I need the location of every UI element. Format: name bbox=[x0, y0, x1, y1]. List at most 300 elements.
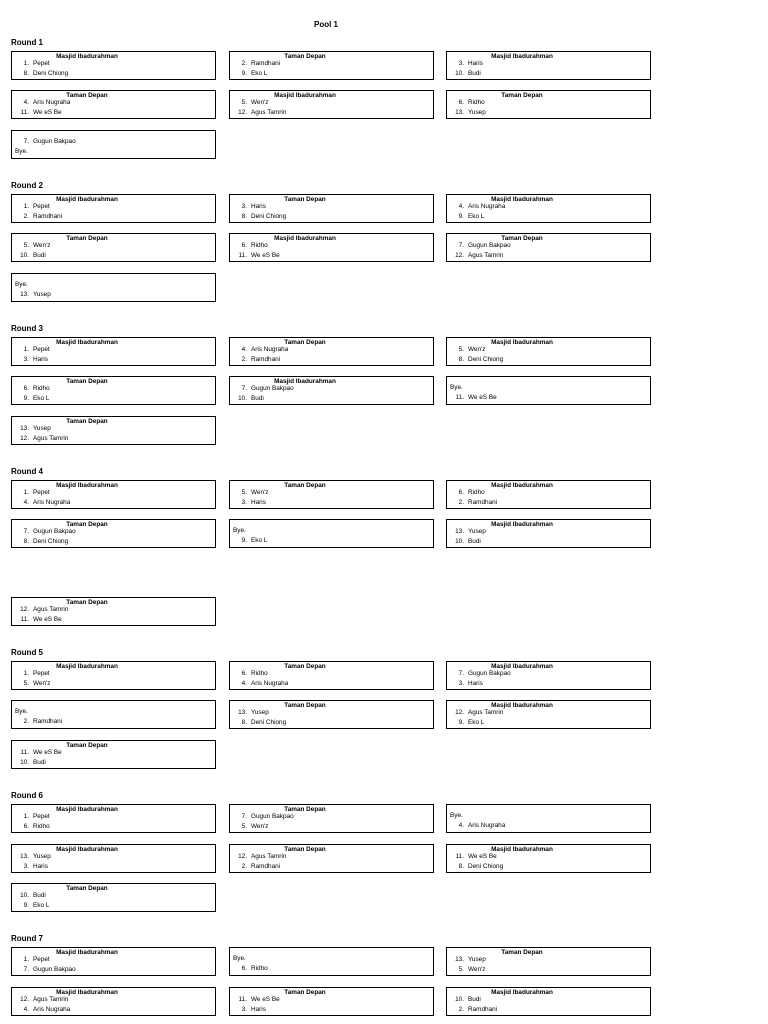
player-line bbox=[12, 822, 50, 832]
player-line bbox=[447, 852, 497, 862]
seed-number: 6. bbox=[23, 385, 29, 392]
match-card bbox=[446, 987, 651, 1016]
player-line bbox=[12, 901, 49, 911]
seed-number: 3. bbox=[458, 60, 464, 67]
match-venue: Taman Depan bbox=[66, 742, 108, 749]
player-line bbox=[12, 717, 62, 727]
seed-number: 12. bbox=[20, 435, 29, 442]
match-card bbox=[446, 519, 651, 548]
player-name: Eko L bbox=[251, 70, 268, 77]
player-name: Deni Chiong bbox=[33, 70, 69, 77]
player-name: Ridho bbox=[468, 99, 485, 106]
player-name: Deni Chiong bbox=[33, 538, 69, 545]
seed-number: 7. bbox=[241, 385, 247, 392]
player-name: Gugun Bakpao bbox=[468, 670, 511, 677]
seed-number: 4. bbox=[23, 99, 29, 106]
seed-number: 13. bbox=[20, 425, 29, 432]
player-line bbox=[230, 488, 268, 498]
match-card bbox=[11, 804, 216, 833]
player-name: Pepet bbox=[33, 813, 50, 820]
player-name: Wen'z bbox=[251, 823, 269, 830]
player-line bbox=[230, 498, 266, 508]
seed-number: 13. bbox=[20, 853, 29, 860]
seed-number: 6. bbox=[458, 99, 464, 106]
seed-number: 12. bbox=[455, 709, 464, 716]
seed-number: 2. bbox=[241, 60, 247, 67]
seed-number: 6. bbox=[458, 489, 464, 496]
seed-number: 13. bbox=[455, 956, 464, 963]
player-name: Ramdhani bbox=[33, 213, 63, 220]
seed-number: 8. bbox=[241, 719, 247, 726]
player-line bbox=[12, 147, 28, 157]
seed-number: 12. bbox=[238, 109, 247, 116]
match-venue: Masjid Ibadurahman bbox=[274, 378, 336, 385]
player-line bbox=[447, 718, 484, 728]
player-line bbox=[12, 394, 49, 404]
player-name: Budi bbox=[251, 395, 264, 402]
match-venue: Taman Depan bbox=[284, 846, 326, 853]
player-line bbox=[12, 384, 50, 394]
seed-number: 6. bbox=[241, 670, 247, 677]
player-line bbox=[12, 862, 48, 872]
player-line bbox=[447, 488, 485, 498]
page-title: Pool 1 bbox=[313, 20, 338, 29]
player-name: We eS Be bbox=[468, 853, 497, 860]
seed-number: 6. bbox=[241, 965, 247, 972]
match-venue: Masjid Ibadurahman bbox=[56, 53, 118, 60]
player-line bbox=[447, 955, 486, 965]
match-venue: Taman Depan bbox=[66, 378, 108, 385]
player-line bbox=[12, 707, 28, 717]
match-venue: Masjid Ibadurahman bbox=[56, 339, 118, 346]
bye-label: Bye. bbox=[450, 384, 463, 391]
match-card bbox=[229, 480, 434, 509]
player-line bbox=[12, 424, 51, 434]
player-line bbox=[12, 615, 62, 625]
seed-number: 1. bbox=[23, 346, 29, 353]
seed-number: 11. bbox=[20, 616, 29, 623]
player-name: Aris Nugraha bbox=[468, 822, 506, 829]
seed-number: 11. bbox=[20, 749, 29, 756]
seed-number: 1. bbox=[23, 60, 29, 67]
player-line bbox=[447, 241, 511, 251]
player-name: Agus Tamrin bbox=[33, 996, 69, 1003]
player-line bbox=[447, 345, 485, 355]
player-line bbox=[12, 434, 68, 444]
seed-number: 2. bbox=[23, 213, 29, 220]
seed-number: 1. bbox=[23, 489, 29, 496]
match-venue: Masjid Ibadurahman bbox=[491, 482, 553, 489]
match-venue: Masjid Ibadurahman bbox=[56, 663, 118, 670]
player-name: Haris bbox=[251, 203, 266, 210]
player-line bbox=[230, 964, 268, 974]
match-venue: Taman Depan bbox=[66, 599, 108, 606]
player-name: Yusep bbox=[33, 291, 51, 298]
player-name: Yusep bbox=[33, 853, 51, 860]
match-card bbox=[229, 987, 434, 1016]
match-card bbox=[11, 597, 216, 626]
bye-label: Bye. bbox=[233, 955, 246, 962]
seed-number: 7. bbox=[23, 138, 29, 145]
player-name: Yusep bbox=[251, 709, 269, 716]
player-name: Deni Chiong bbox=[251, 719, 287, 726]
match-card bbox=[229, 90, 434, 119]
seed-number: 13. bbox=[238, 709, 247, 716]
seed-number: 8. bbox=[23, 538, 29, 545]
player-name: Gugun Bakpao bbox=[251, 385, 294, 392]
player-line bbox=[230, 718, 286, 728]
player-line bbox=[447, 537, 481, 547]
seed-number: 11. bbox=[455, 853, 464, 860]
player-line bbox=[230, 812, 294, 822]
seed-number: 3. bbox=[23, 863, 29, 870]
player-line bbox=[230, 708, 269, 718]
player-name: We eS Be bbox=[33, 749, 62, 756]
seed-number: 12. bbox=[20, 606, 29, 613]
player-name: Ramdhani bbox=[251, 60, 281, 67]
player-line bbox=[447, 108, 486, 118]
seed-number: 9. bbox=[241, 537, 247, 544]
player-line bbox=[12, 290, 51, 300]
seed-number: 10. bbox=[238, 395, 247, 402]
player-line bbox=[230, 995, 280, 1005]
player-line bbox=[230, 98, 268, 108]
player-line bbox=[447, 708, 503, 718]
seed-number: 1. bbox=[23, 203, 29, 210]
seed-number: 9. bbox=[241, 70, 247, 77]
seed-number: 9. bbox=[458, 213, 464, 220]
match-card bbox=[11, 480, 216, 509]
player-name: Ramdhani bbox=[468, 499, 498, 506]
match-venue: Masjid Ibadurahman bbox=[56, 846, 118, 853]
match-venue: Taman Depan bbox=[501, 949, 543, 956]
seed-number: 3. bbox=[23, 356, 29, 363]
player-name: Ramdhani bbox=[251, 356, 281, 363]
player-line bbox=[230, 394, 264, 404]
bye-label: Bye. bbox=[15, 708, 28, 715]
match-venue: Taman Depan bbox=[284, 663, 326, 670]
match-card bbox=[11, 947, 216, 976]
player-line bbox=[230, 536, 267, 546]
player-line bbox=[447, 679, 483, 689]
player-line bbox=[447, 202, 505, 212]
match-venue: Taman Depan bbox=[66, 521, 108, 528]
player-name: Ramdhani bbox=[468, 1006, 498, 1013]
player-name: Haris bbox=[251, 499, 266, 506]
player-name: Budi bbox=[468, 70, 481, 77]
player-line bbox=[447, 212, 484, 222]
player-line bbox=[12, 605, 68, 615]
seed-number: 11. bbox=[455, 394, 464, 401]
player-line bbox=[12, 1005, 70, 1015]
player-line bbox=[230, 384, 294, 394]
player-name: Pepet bbox=[33, 60, 50, 67]
player-name: Wen'z bbox=[251, 99, 269, 106]
player-name: Haris bbox=[33, 356, 48, 363]
match-card bbox=[11, 194, 216, 223]
bye-label: Bye. bbox=[233, 527, 246, 534]
player-name: Gugun Bakpao bbox=[468, 242, 511, 249]
match-card bbox=[11, 519, 216, 548]
seed-number: 12. bbox=[238, 853, 247, 860]
player-name: Yusep bbox=[33, 425, 51, 432]
match-venue: Masjid Ibadurahman bbox=[491, 339, 553, 346]
player-name: Eko L bbox=[251, 537, 268, 544]
match-venue: Taman Depan bbox=[284, 702, 326, 709]
player-line bbox=[12, 280, 28, 290]
player-line bbox=[447, 251, 503, 261]
player-line bbox=[12, 98, 70, 108]
player-line bbox=[447, 527, 486, 537]
match-card bbox=[11, 844, 216, 873]
player-line bbox=[12, 669, 50, 679]
match-card bbox=[229, 337, 434, 366]
player-line bbox=[447, 1005, 497, 1015]
player-name: Eko L bbox=[468, 719, 485, 726]
player-name: Ridho bbox=[251, 965, 268, 972]
match-venue: Taman Depan bbox=[66, 418, 108, 425]
player-line bbox=[12, 355, 48, 365]
match-venue: Masjid Ibadurahman bbox=[56, 806, 118, 813]
player-line bbox=[447, 59, 483, 69]
player-name: Wen'z bbox=[468, 966, 486, 973]
player-line bbox=[12, 212, 62, 222]
match-venue: Taman Depan bbox=[66, 885, 108, 892]
player-line bbox=[12, 679, 50, 689]
player-name: Aris Nugraha bbox=[251, 346, 289, 353]
player-name: Budi bbox=[468, 538, 481, 545]
seed-number: 5. bbox=[23, 680, 29, 687]
player-line bbox=[230, 345, 288, 355]
seed-number: 10. bbox=[455, 996, 464, 1003]
seed-number: 7. bbox=[23, 966, 29, 973]
match-venue: Taman Depan bbox=[284, 989, 326, 996]
match-venue: Masjid Ibadurahman bbox=[491, 521, 553, 528]
round-title: Round 2 bbox=[11, 181, 43, 190]
player-name: Haris bbox=[33, 863, 48, 870]
player-name: We eS Be bbox=[33, 109, 62, 116]
seed-number: 9. bbox=[23, 902, 29, 909]
seed-number: 6. bbox=[241, 242, 247, 249]
match-venue: Taman Depan bbox=[284, 339, 326, 346]
seed-number: 7. bbox=[241, 813, 247, 820]
match-venue: Masjid Ibadurahman bbox=[491, 846, 553, 853]
match-card bbox=[229, 376, 434, 405]
match-card bbox=[446, 480, 651, 509]
bye-label: Bye. bbox=[15, 281, 28, 288]
seed-number: 12. bbox=[20, 996, 29, 1003]
player-line bbox=[12, 965, 76, 975]
player-line bbox=[12, 69, 68, 79]
player-name: Aris Nugraha bbox=[33, 499, 71, 506]
seed-number: 13. bbox=[20, 291, 29, 298]
player-line bbox=[230, 251, 280, 261]
player-line bbox=[12, 527, 76, 537]
seed-number: 3. bbox=[241, 499, 247, 506]
player-line bbox=[230, 108, 286, 118]
player-name: We eS Be bbox=[33, 616, 62, 623]
player-line bbox=[230, 241, 268, 251]
match-venue: Masjid Ibadurahman bbox=[491, 53, 553, 60]
player-name: Yusep bbox=[468, 528, 486, 535]
seed-number: 8. bbox=[241, 213, 247, 220]
player-line bbox=[12, 852, 51, 862]
player-line bbox=[447, 98, 485, 108]
seed-number: 2. bbox=[241, 356, 247, 363]
player-line bbox=[12, 488, 50, 498]
player-line bbox=[447, 393, 497, 403]
seed-number: 8. bbox=[23, 70, 29, 77]
player-line bbox=[230, 862, 280, 872]
player-name: Haris bbox=[468, 680, 483, 687]
match-venue: Taman Depan bbox=[66, 92, 108, 99]
player-name: Agus Tamrin bbox=[251, 853, 287, 860]
player-name: Ramdhani bbox=[33, 718, 63, 725]
match-card bbox=[11, 883, 216, 912]
player-name: Ridho bbox=[468, 489, 485, 496]
seed-number: 5. bbox=[23, 242, 29, 249]
player-name: Ridho bbox=[33, 823, 50, 830]
player-line bbox=[12, 241, 50, 251]
player-name: Pepet bbox=[33, 956, 50, 963]
player-name: Ridho bbox=[251, 670, 268, 677]
round-title: Round 3 bbox=[11, 324, 43, 333]
seed-number: 12. bbox=[455, 252, 464, 259]
player-name: We eS Be bbox=[251, 996, 280, 1003]
match-card bbox=[11, 51, 216, 80]
match-card bbox=[11, 273, 216, 302]
player-line bbox=[12, 812, 50, 822]
seed-number: 1. bbox=[23, 956, 29, 963]
seed-number: 3. bbox=[241, 203, 247, 210]
match-venue: Masjid Ibadurahman bbox=[274, 235, 336, 242]
match-card bbox=[11, 700, 216, 729]
match-venue: Taman Depan bbox=[501, 235, 543, 242]
player-line bbox=[12, 108, 62, 118]
seed-number: 3. bbox=[241, 1006, 247, 1013]
seed-number: 6. bbox=[23, 823, 29, 830]
round-title: Round 1 bbox=[11, 38, 43, 47]
player-line bbox=[447, 862, 503, 872]
player-line bbox=[230, 355, 280, 365]
player-name: Ridho bbox=[251, 242, 268, 249]
match-card bbox=[446, 337, 651, 366]
player-name: We eS Be bbox=[251, 252, 280, 259]
player-name: Gugun Bakpao bbox=[33, 138, 76, 145]
seed-number: 1. bbox=[23, 813, 29, 820]
seed-number: 5. bbox=[458, 966, 464, 973]
player-line bbox=[230, 822, 268, 832]
player-name: Agus Tamrin bbox=[468, 252, 504, 259]
seed-number: 2. bbox=[23, 718, 29, 725]
player-line bbox=[230, 59, 280, 69]
player-name: Pepet bbox=[33, 346, 50, 353]
player-name: Haris bbox=[251, 1006, 266, 1013]
player-name: Aris Nugraha bbox=[33, 1006, 71, 1013]
player-name: Wen'z bbox=[468, 346, 486, 353]
player-line bbox=[12, 748, 62, 758]
seed-number: 11. bbox=[20, 109, 29, 116]
seed-number: 4. bbox=[458, 822, 464, 829]
match-card bbox=[11, 416, 216, 445]
player-line bbox=[12, 758, 46, 768]
seed-number: 1. bbox=[23, 670, 29, 677]
seed-number: 10. bbox=[20, 892, 29, 899]
match-venue: Taman Depan bbox=[284, 196, 326, 203]
player-name: Budi bbox=[33, 892, 46, 899]
seed-number: 5. bbox=[241, 823, 247, 830]
player-line bbox=[230, 69, 267, 79]
bye-label: Bye. bbox=[450, 812, 463, 819]
player-name: Ramdhani bbox=[251, 863, 281, 870]
player-name: Deni Chiong bbox=[251, 213, 287, 220]
match-card bbox=[229, 194, 434, 223]
match-venue: Taman Depan bbox=[284, 482, 326, 489]
seed-number: 10. bbox=[20, 252, 29, 259]
player-line bbox=[12, 251, 46, 261]
seed-number: 3. bbox=[458, 680, 464, 687]
match-card bbox=[446, 376, 651, 405]
match-card bbox=[446, 661, 651, 690]
player-line bbox=[12, 891, 46, 901]
player-name: Gugun Bakpao bbox=[33, 528, 76, 535]
player-line bbox=[230, 202, 266, 212]
player-name: We eS Be bbox=[468, 394, 497, 401]
player-name: Budi bbox=[33, 759, 46, 766]
player-name: Wen'z bbox=[251, 489, 269, 496]
seed-number: 4. bbox=[241, 680, 247, 687]
match-card bbox=[11, 130, 216, 159]
seed-number: 11. bbox=[238, 252, 247, 259]
player-line bbox=[12, 345, 50, 355]
player-line bbox=[12, 537, 68, 547]
player-line bbox=[230, 669, 268, 679]
seed-number: 2. bbox=[458, 1006, 464, 1013]
seed-number: 9. bbox=[458, 719, 464, 726]
player-name: Pepet bbox=[33, 489, 50, 496]
seed-number: 10. bbox=[455, 70, 464, 77]
match-card bbox=[229, 233, 434, 262]
player-name: Aris Nugraha bbox=[468, 203, 506, 210]
player-name: Yusep bbox=[468, 109, 486, 116]
seed-number: 8. bbox=[458, 863, 464, 870]
seed-number: 5. bbox=[241, 99, 247, 106]
player-name: Eko L bbox=[33, 902, 50, 909]
seed-number: 7. bbox=[23, 528, 29, 535]
match-venue: Masjid Ibadurahman bbox=[491, 702, 553, 709]
player-line bbox=[230, 954, 246, 964]
match-card bbox=[446, 194, 651, 223]
player-name: Gugun Bakpao bbox=[251, 813, 294, 820]
seed-number: 10. bbox=[455, 538, 464, 545]
match-venue: Masjid Ibadurahman bbox=[56, 989, 118, 996]
match-card bbox=[11, 233, 216, 262]
player-name: Pepet bbox=[33, 203, 50, 210]
match-card bbox=[446, 844, 651, 873]
player-name: Deni Chiong bbox=[468, 863, 504, 870]
player-line bbox=[230, 212, 286, 222]
seed-number: 7. bbox=[458, 670, 464, 677]
player-name: Agus Tamrin bbox=[251, 109, 287, 116]
match-card bbox=[229, 519, 434, 548]
match-card bbox=[446, 947, 651, 976]
match-venue: Masjid Ibadurahman bbox=[491, 989, 553, 996]
match-venue: Masjid Ibadurahman bbox=[56, 482, 118, 489]
match-card bbox=[11, 740, 216, 769]
match-card bbox=[229, 51, 434, 80]
player-line bbox=[230, 679, 288, 689]
player-line bbox=[447, 669, 511, 679]
